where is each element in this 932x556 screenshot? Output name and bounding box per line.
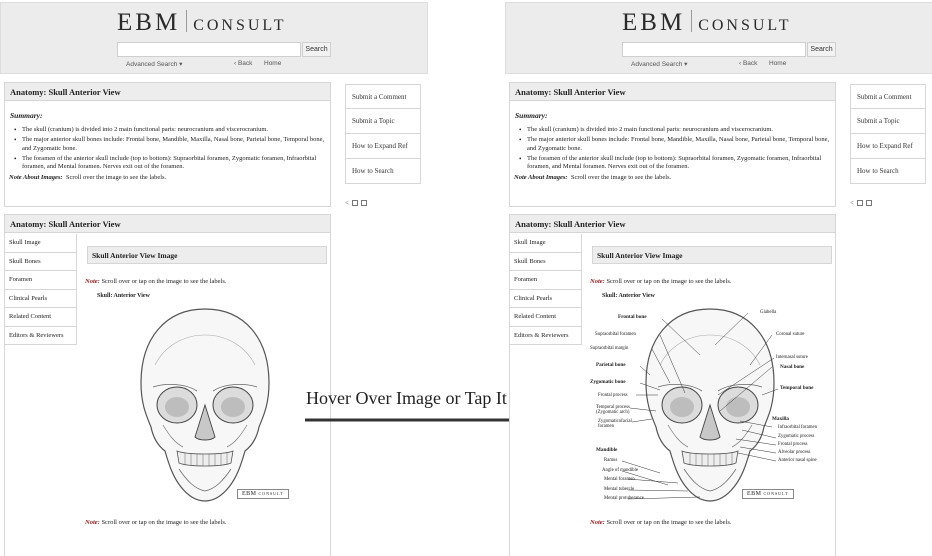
summary-box bbox=[4, 82, 331, 207]
home-link[interactable]: Home bbox=[264, 60, 282, 67]
logo-consult: consult bbox=[193, 10, 287, 35]
ebm-watermark bbox=[237, 489, 289, 499]
skull-drawing bbox=[135, 305, 275, 505]
label-glabella: Glabella bbox=[760, 310, 777, 315]
logo-divider-right bbox=[691, 10, 692, 32]
note-about-images-text-right: Scroll over the image to see the labels. bbox=[570, 173, 672, 181]
label-parietal-bone: Parietal bone bbox=[596, 362, 626, 368]
document-icon[interactable] bbox=[866, 200, 872, 206]
how-to-search-link-right[interactable]: How to Search bbox=[850, 159, 926, 184]
document-icon[interactable] bbox=[361, 200, 367, 206]
logo-consult-right: consult bbox=[698, 10, 792, 35]
image-note-bottom-label: Note: bbox=[85, 519, 100, 526]
anatomy-title-right: Anatomy: Skull Anterior View bbox=[510, 215, 835, 233]
label-zygomatic-bone: Zygomatic bone bbox=[590, 379, 626, 385]
label-infraorbital-foramen: Infraorbital foramen bbox=[778, 425, 818, 430]
tab-related-content[interactable]: Related Content bbox=[510, 308, 582, 327]
label-supraorbital-foramen: Supraorbital foramen bbox=[595, 332, 636, 337]
search-input-right[interactable] bbox=[622, 42, 806, 57]
ebm-watermark-right bbox=[742, 489, 794, 499]
image-note-bottom-right bbox=[590, 519, 732, 526]
tab-skull-image[interactable]: Skull Image bbox=[5, 234, 77, 253]
anatomy-box bbox=[4, 214, 331, 556]
tab-skull-image[interactable]: Skull Image bbox=[510, 234, 582, 253]
image-note-label-right: Note: bbox=[590, 278, 605, 285]
share-icons-right bbox=[850, 199, 872, 207]
summary-bullet: • The skull (cranium) is divided into 2 main functional parts: neurocranium and viscerocranium. bbox=[518, 126, 835, 135]
image-note-bottom-label-right: Note: bbox=[590, 519, 605, 526]
search-button-right[interactable]: Search bbox=[807, 42, 836, 57]
image-note-bottom-text-right: Scroll over or tap on the image to see the labels. bbox=[606, 519, 732, 526]
back-link-right[interactable]: ‹ Back bbox=[739, 60, 758, 67]
tab-clinical-pearls[interactable]: Clinical Pearls bbox=[5, 290, 77, 309]
image-note-text: Scroll over or tap on the image to see the labels. bbox=[101, 278, 227, 285]
label-supraorbital-margin: Supraorbital margin bbox=[590, 346, 629, 351]
label-alveolar-process: Alveolar process bbox=[778, 450, 811, 455]
share-icons bbox=[345, 199, 367, 207]
image-note-bottom bbox=[85, 519, 227, 526]
logo-ebm: EBM bbox=[117, 9, 181, 36]
summary-label-right: Summary: bbox=[515, 111, 548, 120]
label-frontal-process: Frontal process bbox=[598, 393, 628, 398]
site-header bbox=[0, 2, 428, 74]
image-section-title-right: Skull Anterior View Image bbox=[592, 246, 832, 264]
site-header-right bbox=[505, 2, 932, 74]
left-panel bbox=[0, 0, 428, 556]
summary-box-right bbox=[509, 82, 836, 207]
image-note-label: Note: bbox=[85, 278, 100, 285]
label-frontal-process-right: Frontal process bbox=[778, 442, 808, 447]
label-anterior-nasal-spine: Anterior nasal spine bbox=[778, 458, 817, 463]
label-angle-of-mandible: Angle of mandible bbox=[602, 468, 638, 473]
summary-bullet: • The major anterior skull bones include: Frontal bone, Mandible, Maxilla, Nasal bone, Parietal bone, Temporal bone, and Zygomatic bone. bbox=[13, 136, 330, 153]
label-maxilla: Maxilla bbox=[772, 416, 790, 422]
search-input[interactable] bbox=[117, 42, 301, 57]
label-zygomatic-arch: (Zygomatic arch) bbox=[596, 410, 630, 415]
label-mandible: Mandible bbox=[596, 447, 618, 453]
label-zygomaticofacial: Zygomaticofacial bbox=[598, 419, 632, 424]
share-icon[interactable]: < bbox=[345, 199, 349, 207]
tab-editors-reviewers[interactable]: Editors & Reviewers bbox=[5, 327, 77, 346]
share-icon[interactable]: < bbox=[850, 199, 854, 207]
logo-divider bbox=[186, 10, 187, 32]
home-link-right[interactable]: Home bbox=[769, 60, 787, 67]
summary-title: Anatomy: Skull Anterior View bbox=[5, 83, 330, 101]
label-temporal-process: Temporal process bbox=[596, 405, 630, 410]
label-zygomaticofacial-foramen: foramen bbox=[598, 424, 614, 429]
anatomy-box-right bbox=[509, 214, 836, 556]
summary-bullets-right bbox=[518, 126, 835, 172]
skull-caption: Skull: Anterior View bbox=[97, 293, 150, 299]
tab-editors-reviewers[interactable]: Editors & Reviewers bbox=[510, 327, 582, 346]
tab-clinical-pearls[interactable]: Clinical Pearls bbox=[510, 290, 582, 309]
image-section-title: Skull Anterior View Image bbox=[87, 246, 327, 264]
image-icon[interactable] bbox=[857, 200, 863, 206]
summary-bullet: • The skull (cranium) is divided into 2 main functional parts: neurocranium and viscerocranium. bbox=[13, 126, 330, 135]
note-about-images-right bbox=[514, 174, 835, 181]
side-menu-right bbox=[850, 84, 926, 184]
submit-comment-link[interactable]: Submit a Comment bbox=[345, 84, 421, 109]
back-link[interactable]: ‹ Back bbox=[234, 60, 253, 67]
watermark-consult: consult bbox=[258, 491, 284, 497]
image-icon[interactable] bbox=[352, 200, 358, 206]
watermark-consult-right: consult bbox=[763, 491, 789, 497]
site-logo[interactable] bbox=[117, 9, 287, 37]
note-about-images-label: Note About Images: bbox=[9, 173, 63, 181]
tab-foramen[interactable]: Foramen bbox=[5, 271, 77, 290]
tab-related-content[interactable]: Related Content bbox=[5, 308, 77, 327]
submit-topic-link-right[interactable]: Submit a Topic bbox=[850, 109, 926, 134]
right-panel bbox=[505, 0, 932, 556]
label-nasal-bone: Nasal bone bbox=[780, 364, 805, 370]
label-mental-foramen: Mental foramen bbox=[604, 477, 635, 482]
expand-ref-link-right[interactable]: How to Expand Ref bbox=[850, 134, 926, 159]
expand-ref-link[interactable]: How to Expand Ref bbox=[345, 134, 421, 159]
image-note-text-right: Scroll over or tap on the image to see the labels. bbox=[606, 278, 732, 285]
summary-label: Summary: bbox=[10, 111, 43, 120]
image-note-bottom-text: Scroll over or tap on the image to see the labels. bbox=[101, 519, 227, 526]
summary-bullet: • The foramen of the anterior skull include (top to bottom): Supraorbital foramen, Zygomatic foramen, Infraorbital foramen, and Mental foramen. Nerves exit out of the foramen. bbox=[13, 155, 330, 172]
summary-bullets bbox=[13, 126, 330, 172]
note-about-images-label-right: Note About Images: bbox=[514, 173, 568, 181]
submit-comment-link-right[interactable]: Submit a Comment bbox=[850, 84, 926, 109]
label-coronal-suture: Coronal suture bbox=[776, 332, 805, 337]
tab-skull-bones[interactable]: Skull Bones bbox=[5, 253, 77, 272]
skull-image[interactable] bbox=[135, 305, 275, 505]
label-zygomatic-process: Zygomatic process bbox=[778, 434, 815, 439]
search-button[interactable]: Search bbox=[302, 42, 331, 57]
note-about-images-text: Scroll over the image to see the labels. bbox=[65, 173, 167, 181]
skull-caption-right: Skull: Anterior View bbox=[602, 293, 655, 299]
logo-ebm-right: EBM bbox=[622, 9, 686, 36]
watermark-ebm-right: EBM bbox=[747, 491, 762, 497]
summary-bullet: • The foramen of the anterior skull include (top to bottom): Supraorbital foramen, Zygomatic foramen, Infraorbital foramen, and Mental foramen. Nerves exit out of the foramen. bbox=[518, 155, 835, 172]
tab-skull-bones[interactable]: Skull Bones bbox=[510, 253, 582, 272]
summary-title-right: Anatomy: Skull Anterior View bbox=[510, 83, 835, 101]
label-internasal-suture: Internasal suture bbox=[776, 355, 808, 360]
label-ramus: Ramus bbox=[604, 458, 618, 463]
label-mental-protuberance: Mental protuberance bbox=[604, 496, 644, 501]
label-mental-tubercle: Mental tubercle bbox=[604, 487, 635, 492]
tab-foramen[interactable]: Foramen bbox=[510, 271, 582, 290]
label-temporal-bone: Temporal bone bbox=[780, 385, 814, 391]
how-to-search-link[interactable]: How to Search bbox=[345, 159, 421, 184]
summary-bullet: • The major anterior skull bones include: Frontal bone, Mandible, Maxilla, Nasal bone, Parietal bone, Temporal bone, and Zygomatic bone. bbox=[518, 136, 835, 153]
anatomy-tabs bbox=[5, 234, 77, 345]
watermark-ebm: EBM bbox=[242, 491, 257, 497]
image-note bbox=[85, 278, 227, 285]
advanced-search-link-right[interactable]: Advanced Search ▾ bbox=[631, 61, 688, 68]
note-about-images bbox=[9, 174, 330, 181]
hover-caption: Hover Over Image or Tap It bbox=[306, 388, 507, 408]
site-logo-right[interactable] bbox=[622, 9, 792, 37]
submit-topic-link[interactable]: Submit a Topic bbox=[345, 109, 421, 134]
side-menu bbox=[345, 84, 421, 184]
advanced-search-link[interactable]: Advanced Search ▾ bbox=[126, 61, 183, 68]
anatomy-title: Anatomy: Skull Anterior View bbox=[5, 215, 330, 233]
label-frontal-bone: Frontal bone bbox=[618, 314, 647, 320]
